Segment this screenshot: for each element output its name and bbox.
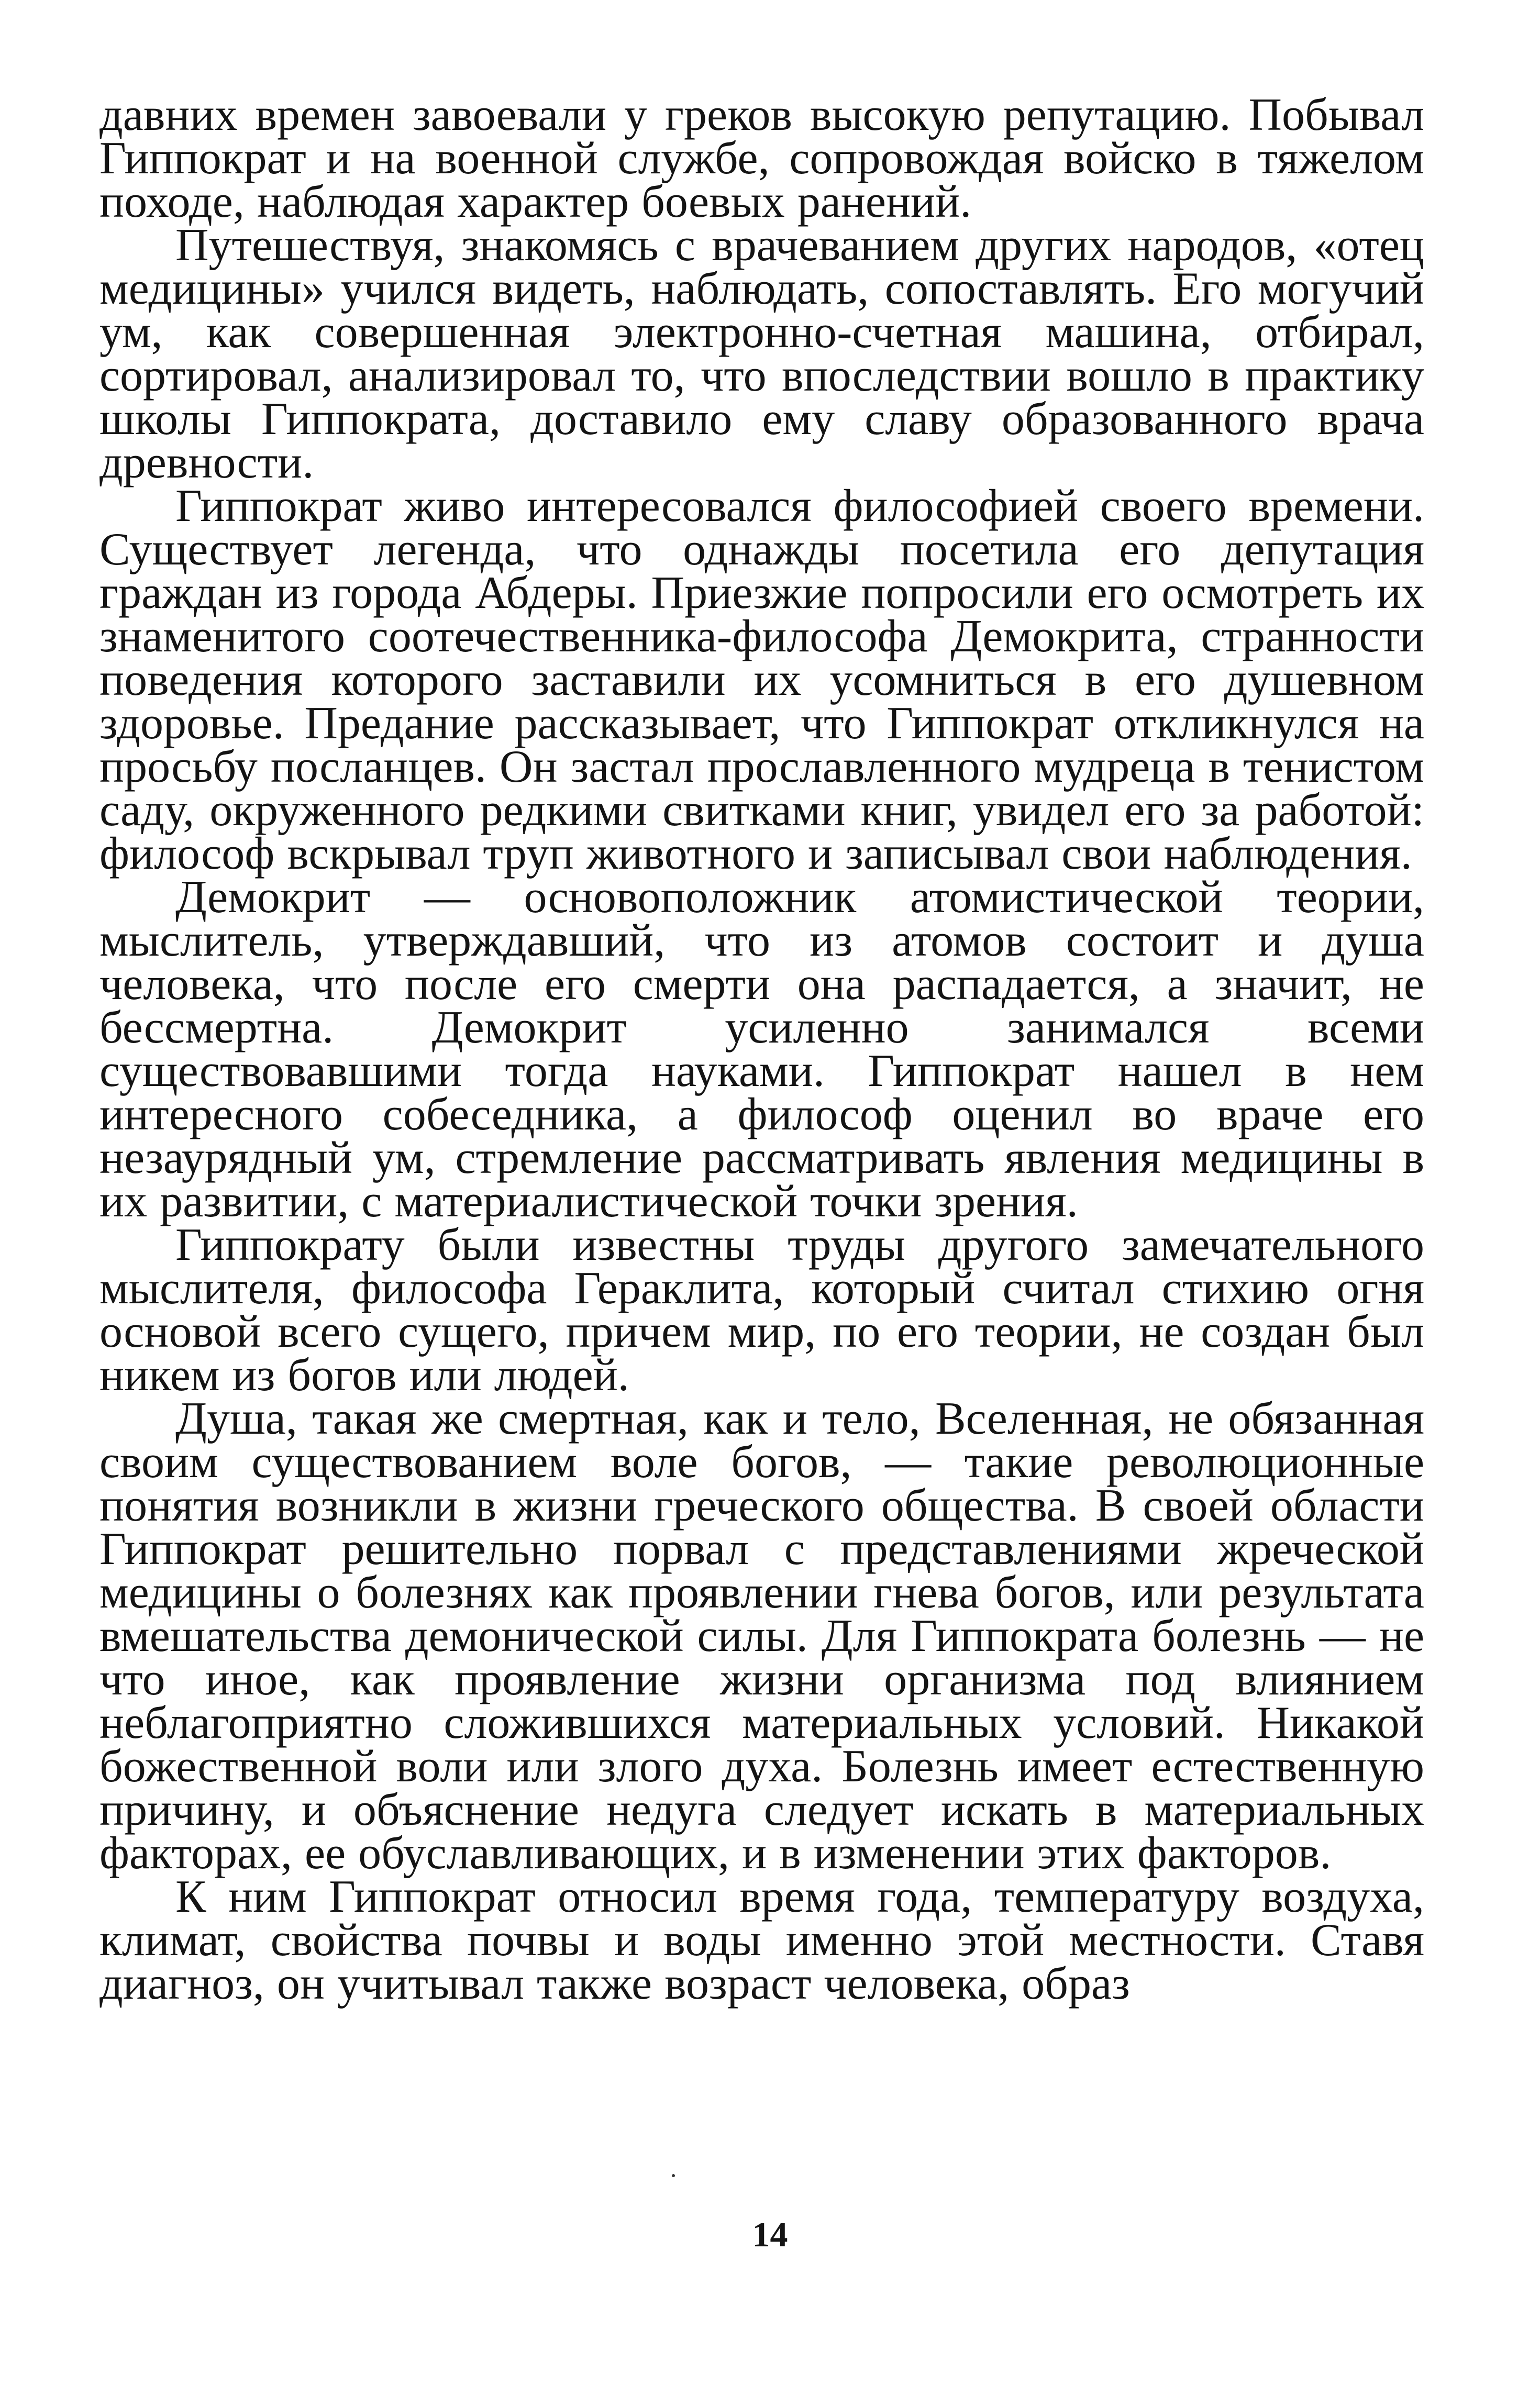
paragraph-heraclitus: Гиппократу были известны труды другого замечательного мыслителя, философа Гераклита, который считал стихию огня основой всего сущего, причем мир, по его теории, не создан был никем из богов или людей.: [99, 1220, 1424, 1401]
paragraph-democritus-legend: Гиппократ живо интересовался философией своего времени. Существует легенда, что однажды посетила его депутация граждан из города Абдеры. Приезжие попросили его осмотреть их знаменитого соотечественника-философа Демокрита, странности поведения которого заставили их усомниться в его душевном здоровье. Предание рассказывает, что Гиппократ откликнулся на просьбу посланцев. Он застал прославленного мудреца в тенистом саду, окруженного редкими свитками книг, увидел его за работой: философ вскрывал труп животного и записывал свои наблюдения.: [99, 481, 1424, 879]
paragraph-democritus-atomism: Демокрит — основоположник атомистической теории, мыслитель, утверждавший, что из атомов состоит и душа человека, что после его смерти она распадается, а значит, не бессмертна. Демокрит усиленно занимался всеми существовавшими тогда науками. Гиппократ нашел в нем интересного собеседника, а философ оценил во враче его незаурядный ум, стремление рассматривать явления медицины в их развитии, с материалистической точки зрения.: [99, 872, 1424, 1227]
paragraph-continuation: давних времен завоевали у греков высокую репутацию. Побывал Гиппократ и на военной службе, сопровождая войско в тяжелом походе, наблюдая характер боевых ранений.: [99, 90, 1424, 227]
paragraph-factors: К ним Гиппократ относил время года, температуру воздуха, климат, свойства почвы и воды именно этой местности. Ставя диагноз, он учитывал также возраст человека, образ: [99, 1871, 1424, 2009]
paragraph-travels: Путешествуя, знакомясь с врачеванием других народов, «отец медицины» учился видеть, наблюдать, сопоставлять. Его могучий ум, как совершенная электронно-счетная машина, отбирал, сортировал, анализировал то, что впоследствии вошло в практику школы Гиппократа, доставило ему славу образованного врача древности.: [99, 220, 1424, 488]
body-text: [99, 90, 1424, 2009]
page-number: 14: [752, 2214, 788, 2254]
paragraph-materialist-medicine: Душа, такая же смертная, как и тело, Вселенная, не обязанная своим существованием воле богов, — такие революционные понятия возникли в жизни греческого общества. В своей области Гиппократ решительно порвал с представлениями жреческой медицины о болезнях как проявлении гнева богов, или результата вмешательства демонической силы. Для Гиппократа болезнь — не что иное, как проявление жизни организма под влиянием неблагоприятно сложившихся материальных условий. Никакой божественной воли или злого духа. Болезнь имеет естественную причину, и объяснение недуга следует искать в материальных факторах, ее обуславливающих, и в изменении этих факторов.: [99, 1393, 1424, 1879]
print-speck: [672, 2174, 675, 2177]
